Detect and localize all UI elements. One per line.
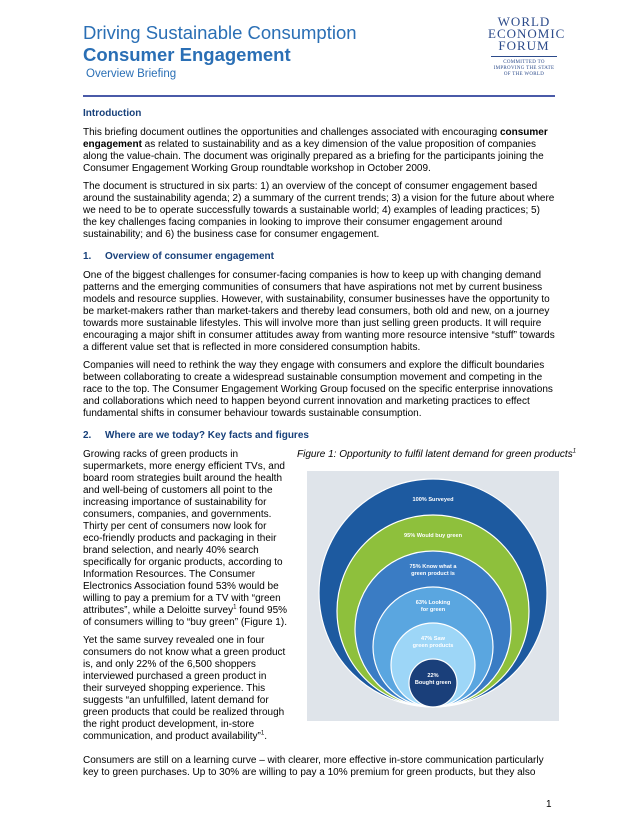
nested-circles-chart — [307, 471, 559, 721]
circle-label-line2-47: green products — [412, 643, 454, 649]
section2-left-column — [83, 449, 288, 749]
circle-label-75: 75% Know what a — [409, 564, 457, 570]
header-divider — [83, 95, 555, 97]
intro-heading: Introduction — [83, 108, 142, 119]
logo-divider — [491, 56, 557, 57]
section1-paragraph-2: Companies will need to rethink the way they engage with consumers and explore the difficult boundaries between collaborating to create a widespread sustainable consumption movement and competing in the race to the top. The Consumer Engagement Working Group focused on the specific enterprise innovations and collaborations which need to happen beyond current innovation and marketing practices to effect fundamental shifts in consumer behaviour towards sustainable consumption. — [83, 360, 553, 419]
circle-label-line2-22: Bought green — [414, 680, 452, 686]
logo-tagline-3: OF THE WORLD — [503, 72, 545, 77]
circle-label-line2-63: for green — [420, 607, 446, 613]
logo-tagline-1: COMMITTED TO — [503, 60, 545, 65]
page-number: 1 — [546, 799, 552, 810]
section2-two-column — [83, 448, 577, 755]
circle-label-63: 63% Looking — [415, 600, 451, 606]
logo-line-forum: FORUM — [498, 38, 550, 53]
circle-label-95: 95% Would buy green — [403, 533, 463, 539]
figure-1-chart — [307, 471, 559, 721]
circle-label-line2-75: green product is — [411, 571, 455, 577]
section2-paragraph-2: Yet the same survey revealed one in four consumers do not know what a green product is, and only 22% of the 6,500 shoppers interviewed purchased a green product in their surveyed shopping experience. This suggests “an unfulfilled, latent demand for green products that could be realized through the right product development, in-store communication, and product availability”$^1$. — [83, 635, 286, 742]
logo-line-world: WORLD — [497, 14, 551, 29]
circle-label-47: 47% Saw — [421, 636, 445, 642]
section2-paragraph-1: Growing racks of green products in supermarkets, more energy efficient TVs, and board room strategies built around the health and well-being of customers all point to the increasing importance of sustainability for consumers, companies, and governments. Thirty per cent of consumers now look for eco-friendly products and packaging in their brand selection, and nearly 40% search specifically for organic products, according to Information Resources. The Consumer Electronics Association found 53% would be willing to pay a premium for a TV with “green attributes”, while a Deloitte survey$^1$ found 95% of consumers willing to “buy green” (Figure 1). — [83, 449, 288, 628]
document-subtitle: Overview Briefing — [86, 68, 177, 80]
section1-heading: 1. Overview of consumer engagement — [83, 251, 274, 262]
circle-label-100: 100% Surveyed — [412, 497, 454, 503]
figure-caption: Figure 1: Opportunity to fulfil latent demand for green products$^1$ — [297, 448, 577, 460]
section2-paragraph-3: Consumers are still on a learning curve – with clearer, more effective in-store communication particularly key to green purchases. Up to 30% are willing to pay a 10% premium for green products, but they also — [83, 755, 544, 778]
section1-paragraph-1: One of the biggest challenges for consumer-facing companies is how to keep up with changing demand patterns and the emerging communities of consumers that have aspirations not met by current business models and resource supplies. However, with sustainability, consumer businesses have the opportunity to be market-makers rather than market-takers and thereby lead consumers, both old and new, on a journey towards more sustainable lifestyles. This will involve more than just selling green products. It will require encouraging a major shift in consumer attitudes away from wanting more resource intensive “stuff” towards a different value set that is reflected in more considered consumption habits. — [83, 270, 555, 353]
intro-paragraph-1: This briefing document outlines the opportunities and challenges associated with encouraging consumer engagement as related to sustainability and as a key dimension of the value proposition of companies along the value-chain. The document was originally prepared as a briefing for the participants joining the Consumer Engagement Working Group roundtable workshop in October 2009. — [83, 127, 548, 174]
section2-heading: 2. Where are we today? Key facts and figures — [83, 430, 309, 441]
document-body — [83, 108, 577, 785]
circle-label-22: 22% — [427, 673, 439, 679]
logo-line-economic: ECONOMIC — [488, 26, 566, 41]
logo-tagline-2: IMPROVING THE STATE — [493, 66, 555, 71]
intro-paragraph-2: The document is structured in six parts: 1) an overview of the concept of consumer engagement based around the sustainability agenda; 2) a summary of the current trends; 3) a vision for the future about where we need to be to operate successfully towards a sustainable world; 4) examples of leading practices; 5) the key challenges facing companies in looking to improve their consumer engagement around sustainability; and 6) the business case for consumer engagement. — [83, 181, 555, 240]
section2-figure-column — [297, 448, 577, 721]
document-title-line2: Consumer Engagement — [83, 44, 291, 65]
document-title-line1: Driving Sustainable Consumption — [83, 22, 357, 43]
world-economic-forum-logo — [488, 14, 566, 78]
